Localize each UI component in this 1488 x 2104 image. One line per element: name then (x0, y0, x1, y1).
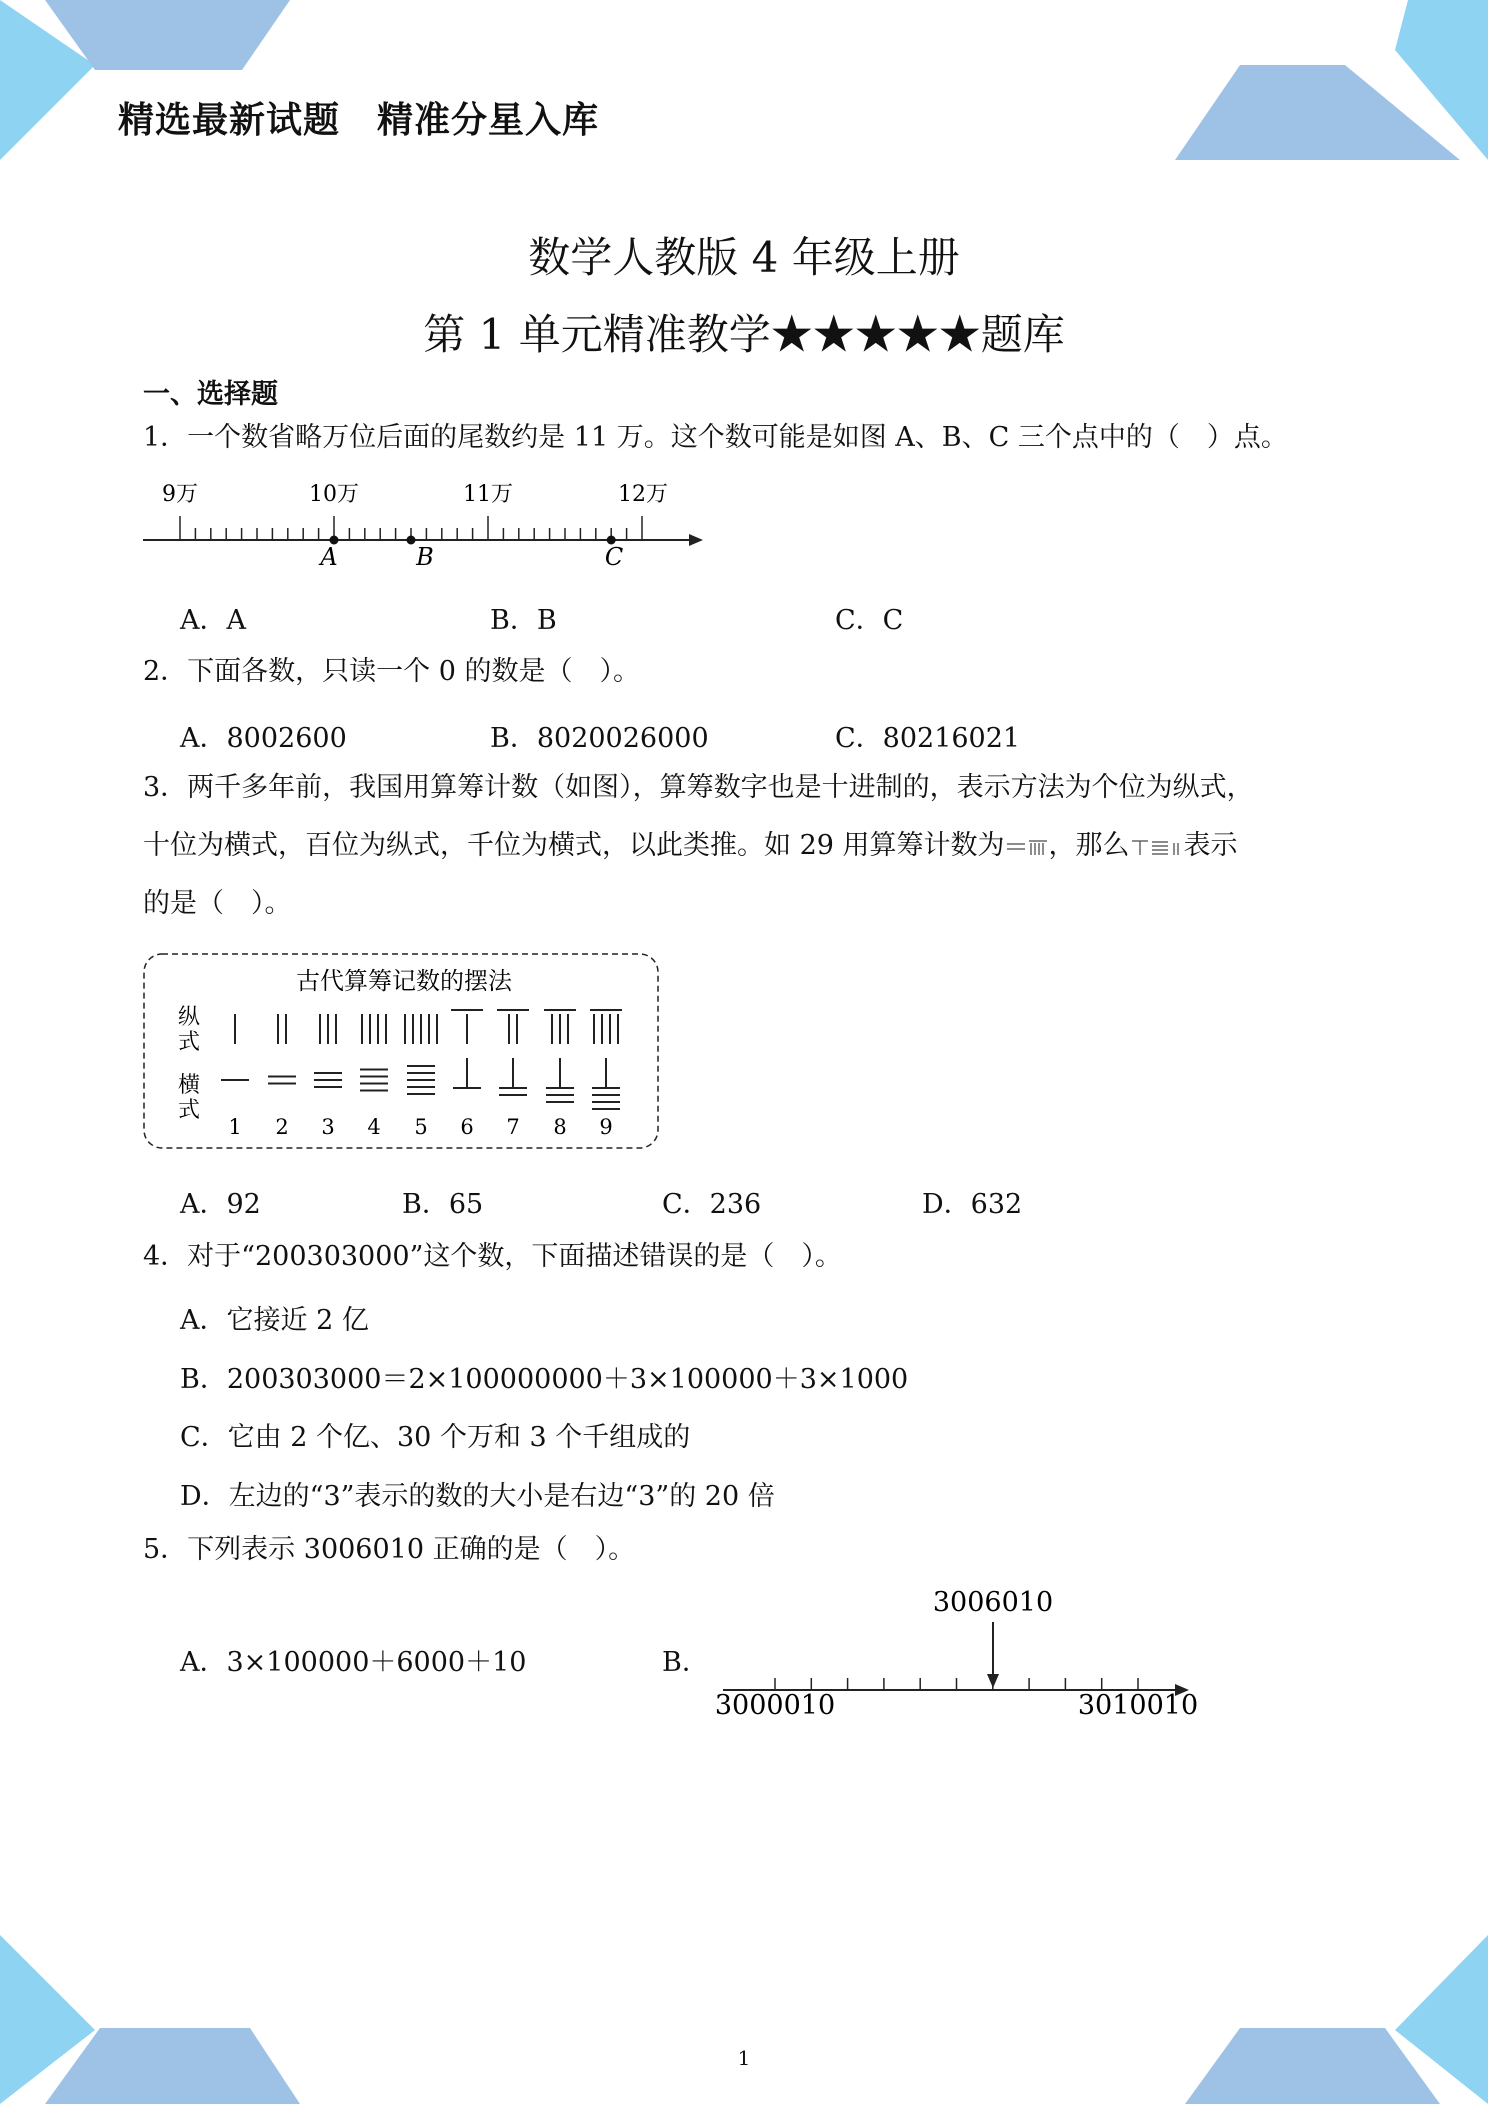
question-5-stem: 5．下列表示 3006010 正确的是（ ）。 (143, 1534, 636, 1565)
point-dot (407, 536, 416, 545)
digit-label: 7 (506, 1115, 520, 1139)
q4-option-a: A．它接近 2 亿 (180, 1305, 369, 1336)
row-label: 式 (177, 1030, 201, 1055)
q1-option-b: B．B (490, 605, 557, 636)
row-label: 式 (177, 1098, 201, 1123)
digit-label: 6 (460, 1115, 474, 1139)
row-label: 横 (177, 1073, 201, 1098)
q1-option-c: C．C (835, 605, 904, 636)
marker-label: 3006010 (932, 1587, 1054, 1618)
point-label: C (604, 543, 624, 571)
question-3-line1: 3．两千多年前，我国用算筹计数（如图），算筹数字也是十进制的，表示方法为个位为纵式， (143, 772, 1254, 803)
q5-option-b: B． (662, 1647, 709, 1678)
q1-option-a: A．A (180, 605, 246, 636)
axis-left-label: 3000010 (715, 1690, 836, 1721)
digit-label: 9 (599, 1115, 613, 1139)
q3-option-d: D．632 (922, 1189, 1023, 1220)
q3-option-a: A．92 (180, 1189, 261, 1220)
q2-option-b: B．8020026000 (490, 723, 709, 754)
q2-option-c: C．80216021 (835, 723, 1021, 754)
figure-title: 古代算筹记数的摆法 (296, 967, 512, 995)
q5-option-a: A．3×100000＋6000＋10 (180, 1647, 527, 1678)
q4-option-d: D．左边的“3”表示的数的大小是右边“3”的 20 倍 (180, 1481, 775, 1512)
digit-label: 8 (553, 1115, 567, 1139)
page-title: 数学人教版 4 年级上册 (528, 233, 960, 282)
header-banner: 精选最新试题 精准分星入库 (118, 100, 600, 141)
question-1-number-line (138, 470, 718, 575)
arrow-head (689, 534, 703, 546)
point-label: B (416, 543, 434, 571)
section-title: 一、选择题 (143, 379, 278, 410)
digit-label: 2 (275, 1115, 289, 1139)
point-label: A (320, 543, 338, 571)
row-label: 纵 (177, 1005, 201, 1030)
page-subtitle: 第 1 单元精准教学★★★★★题库 (423, 310, 1065, 359)
marker-arrow-head (987, 1674, 999, 1688)
digit-label: 5 (414, 1115, 428, 1139)
question-1-stem: 1．一个数省略万位后面的尾数约是 11 万。这个数可能是如图 A、B、C 三个点中的（ ）点。 (143, 422, 1288, 453)
q3-option-c: C．236 (662, 1189, 762, 1220)
q3-option-b: B．65 (402, 1189, 484, 1220)
question-2-stem: 2．下面各数，只读一个 0 的数是（ ）。 (143, 656, 641, 687)
q2-option-a: A．8002600 (180, 723, 347, 754)
digit-label: 3 (321, 1115, 335, 1139)
digit-label: 1 (228, 1115, 242, 1139)
question-3-line3: 的是（ ）。 (143, 888, 292, 919)
axis-label: 11万 (463, 482, 513, 507)
axis-label: 12万 (618, 482, 668, 507)
counting-rods-figure (142, 952, 662, 1152)
axis-right-label: 3010010 (1077, 1690, 1199, 1721)
rod-numeral-question-icon (1130, 834, 1184, 856)
q4-option-b: B．200303000＝2×100000000＋3×100000＋3×1000 (180, 1364, 909, 1395)
axis-label: 9万 (162, 482, 198, 507)
question-5-number-line (715, 1580, 1205, 1730)
question-3-line2: 十位为横式，百位为纵式，千位为横式，以此类推。如 29 用算筹计数为 ，那么 表示 (143, 830, 1238, 861)
question-4-stem: 4．对于“200303000”这个数，下面描述错误的是（ ）。 (143, 1241, 842, 1272)
q4-option-c: C．它由 2 个亿、30 个万和 3 个千组成的 (180, 1422, 691, 1453)
digit-label: 4 (367, 1115, 381, 1139)
axis-label: 10万 (309, 482, 359, 507)
rod-numeral-29-icon (1005, 834, 1049, 856)
page-number: 1 (737, 2046, 751, 2070)
